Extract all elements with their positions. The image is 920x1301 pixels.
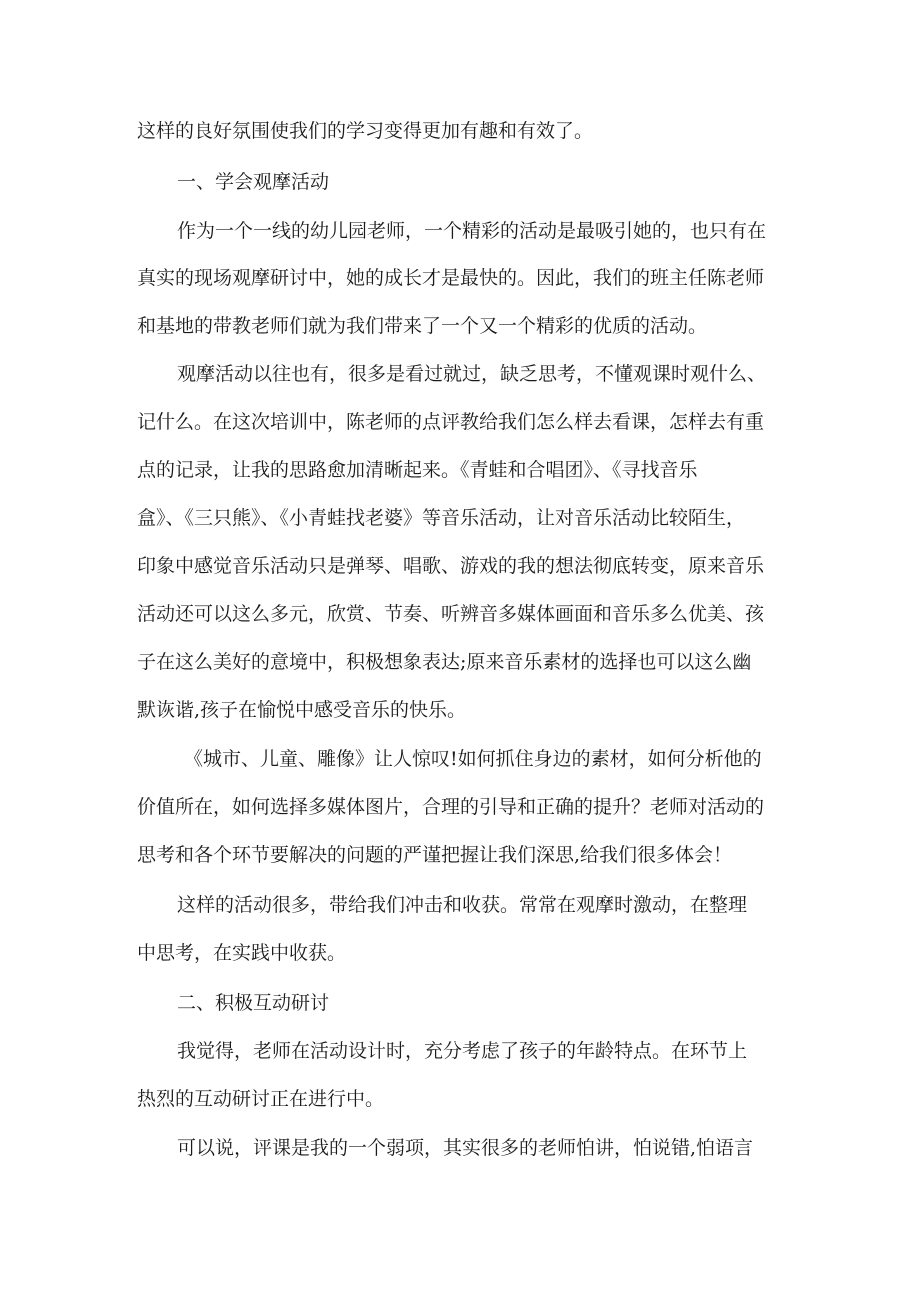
text-line: 热烈的互动研讨正在进行中。 (137, 1088, 385, 1110)
text-line: 点的记录，让我的思路愈加清晰起来。《青蛙和合唱团》、《寻找音乐 (137, 459, 698, 481)
text-line: 和基地的带教老师们就为我们带来了一个又一个精彩的优质的活动。 (137, 315, 708, 337)
text-line: 这样的活动很多，带给我们冲击和收获。常常在观摩时激动，在整理 (177, 894, 748, 916)
text-line: 子在这么美好的意境中，积极想象表达;原来音乐素材的选择也可以这么幽 (137, 651, 752, 673)
text-line: 印象中感觉音乐活动只是弹琴、唱歌、游戏的我的想法彻底转变，原来音乐 (137, 555, 765, 577)
text-line: 我觉得，老师在活动设计时，充分考虑了孩子的年龄特点。在环节上 (177, 1040, 748, 1062)
text-line: 这样的良好氛围使我们的学习变得更加有趣和有效了。 (137, 120, 594, 142)
text-line: 作为一个一线的幼儿园老师，一个精彩的活动是最吸引她的，也只有在 (177, 220, 767, 242)
text-line: 观摩活动以往也有，很多是看过就过，缺乏思考，不懂观课时观什么、 (177, 363, 767, 385)
text-line: 活动还可以这么多元，欣赏、节奏、听辨音多媒体画面和音乐多么优美、孩 (137, 603, 765, 625)
text-line: 价值所在，如何选择多媒体图片，合理的引导和正确的提升？老师对活动的 (137, 796, 765, 818)
text-line: 《城市、儿童、雕像》让人惊叹!如何抓住身边的素材，如何分析他的 (184, 748, 762, 770)
text-line: 思考和各个环节要解决的问题的严谨把握让我们深思,给我们很多体会！ (137, 844, 733, 866)
text-line: 可以说，评课是我的一个弱项，其实很多的老师怕讲，怕说错,怕语言 (177, 1137, 754, 1159)
text-line: 默诙谐,孩子在愉悦中感受音乐的快乐。 (137, 699, 467, 721)
section-heading: 一、学会观摩活动 (177, 171, 330, 193)
text-line: 中思考，在实践中收获。 (137, 942, 347, 964)
text-line: 真实的现场观摩研讨中，她的成长才是最快的。因此，我们的班主任陈老师 (137, 267, 765, 289)
section-heading: 二、积极互动研讨 (177, 992, 330, 1014)
text-line: 盒》、《三只熊》、《小青蛙找老婆》等音乐活动，让对音乐活动比较陌生， (137, 507, 746, 529)
text-line: 记什么。在这次培训中，陈老师的点评教给我们怎么样去看课，怎样去有重 (137, 411, 765, 433)
